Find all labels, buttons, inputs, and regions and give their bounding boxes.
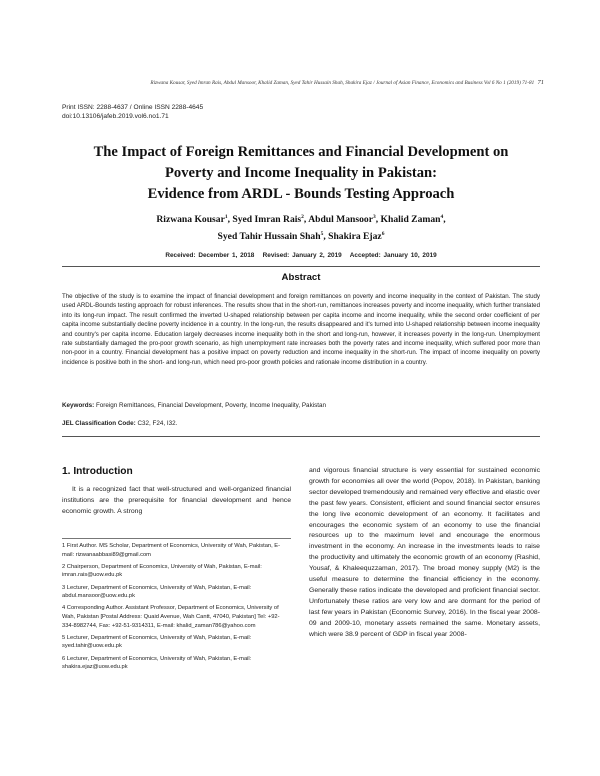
footnote-4: 4 Corresponding Author. Assistant Professor, Department of Economics, University of Wah, Pakistan [Postal Address: Quaid Avenue, Wah Cantt, 47040, Pakistan] Tel: +92-334-8982744, Fax: +92-51-9314311, E-mail: khalid_zaman786@yahoo.com [62,605,280,629]
author-name: Syed Imran Rais [232,214,302,226]
running-header [62,79,544,86]
author-list [62,210,540,244]
jel-line [62,420,540,427]
keywords-label: Keywords: [62,402,95,409]
author-sup: 5 [320,231,324,238]
author-sup: 4 [440,214,444,220]
page-number: 71 [537,79,544,86]
keywords-line [62,402,540,409]
intro-left-paragraph: It is a recognized fact that well-structured and well-organized financial institutions are the prerequisite for financial development and hence economic growth. A strong [62,486,291,515]
author-name: Abdul Mansoor [308,214,373,226]
footnotes [62,542,291,675]
author-name: Khalid Zaman [380,214,441,226]
intro-right-paragraph: and vigorous financial structure is very essential for sustained economic growth for economies all over the world (Popov, 2018). In Pakistan, banking sector developed tremendously and remained very effective and elastic over the past few years. Consistent, efficient and sound financial sector ensures the long live economic development of an economy. It facilitates and encourages the economic system of an economy to use the financial resources up to the maximum level and encourage the enormous investment in the economy. An increase in the investments leads to raise the productivity and ultimately the economic growth of an economy (Rashid, Yousaf, & Khaleequzzaman, 2017). The broad money supply (M2) is the useful measure to determine the financial efficiency in the economy. Generally these ratios indicate the developed and proficient financial sector. Unfortunately these ratios are very low and are dormant for the period of last few years in Pakistan (Economic Survey, 2016). In the fiscal year 2008-09 and 2009-10, monetary assets remained the same. Monetary assets, which were 38.9 percent of GDP in fiscal year 2008- [309,467,540,638]
author-line-2: Syed Tahir Hussain Shah$^5$, Shakira Ejaz$^6$ [217,231,385,243]
intro-left-column [62,485,291,518]
abstract-top-rule [62,266,540,267]
jel-label: JEL Classification Code: [62,420,136,427]
issn-line: Print ISSN: 2288-4637 / Online ISSN 2288-4645 [62,104,204,111]
abstract-bottom-rule [62,436,540,437]
intro-heading: 1. Introduction [62,466,133,477]
author-name: Shakira Ejaz [328,231,382,243]
footnote-5: 5 Lecturer, Department of Economics, University of Wah, Pakistan, E-mail: syed.tahir@uow.edu.pk [62,634,252,650]
jel-text: C32, F24, I32. [137,420,178,427]
revised-date: Revised: January 2, 2019 [262,252,342,259]
doi-link[interactable]: doi:10.13106/jafeb.2019.vol6.no1.71 [62,113,169,120]
abstract-body: The objective of the study is to examine the impact of financial development and foreign remittances on poverty and income inequality in the context of Pakistan. The study used ARDL-Bounds testing approach for robust inferences. The results show that in the short-run, remittances increases poverty and income inequality, which further translated into its long-run impact. The result confirmed the inverted U-shaped relationship between per capita income and income inequality, while the second order coefficient of per capita income substantially decline poverty incidence in a country. In the long-run, the results disappeared and it's turned into U-shaped relationship between income inequality and country's per capita income. Education largely decreases income inequality both in the short and long-run, however, it increases poverty in the long-run. Unemployment rate substantially damaged the pro-poor growth scenario, as high unemployment rate increases both the poverty rates and income inequality, which suffered poor more than non-poor in a country. Financial development has a positive impact on poverty reduction and income inequality in the short-run. The impact of income inequality on poverty incidence is positive both in the short- and long-run, which need pro-poor growth policies and rationale income distribution in a country. [62,293,540,366]
title-line: Poverty and Income Inequality in Pakistan: [164,165,438,181]
issn-block [62,103,203,121]
paper-title [62,142,540,205]
running-header-text: Rizwana Kousar, Syed Imran Rais, Abdul Mansoor, Khalid Zaman, Syed Tahir Hussain Shah, Shakira Ejaz / Journal of Asian Finance, Economics and Business Vol 6 No 1 (2019) 71-81 [150,80,535,86]
footnote-1: 1 First Author. MS Scholar, Department of Economics, University of Wah, Pakistan, E-mail: rizwanaabbasi89@gmail.com [62,543,281,558]
accepted-date: Accepted: January 10, 2019 [349,252,437,259]
footnote-2: 2 Chairperson, Department of Economics, University of Wah, Pakistan, E-mail: imran.rais@uow.edu.pk [62,563,262,579]
author-line-1: Rizwana Kousar$^1$, Syed Imran Rais$^2$, Abdul Mansoor$^3$, Khalid Zaman$^4$, [156,214,446,226]
footnote-3: 3 Lecturer, Department of Economics, University of Wah, Pakistan, E-mail: abdul.mansoor@uow.edu.pk [62,584,252,600]
footnote-divider [62,538,291,539]
title-line: The Impact of Foreign Remittances and Financial Development on [93,144,509,160]
author-name: Rizwana Kousar [156,214,225,226]
author-sup: 2 [301,214,304,220]
title-line: Evidence from ARDL - Bounds Testing Approach [147,186,455,202]
author-sup: 6 [381,231,385,238]
intro-right-column [309,466,540,641]
keywords-text: Foreign Remittances, Financial Development, Poverty, Income Inequality, Pakistan [95,402,327,409]
author-sup: 3 [372,214,376,220]
author-name: Syed Tahir Hussain Shah [217,231,321,243]
footnote-6: 6 Lecturer, Department of Economics, University of Wah, Pakistan, E-mail: shakira.ejaz@uow.edu.pk [62,655,252,671]
abstract-heading: Abstract [281,272,321,283]
received-date: Received: December 1, 2018 [165,252,255,259]
dates-line [62,252,540,259]
author-sup: 1 [224,214,228,220]
